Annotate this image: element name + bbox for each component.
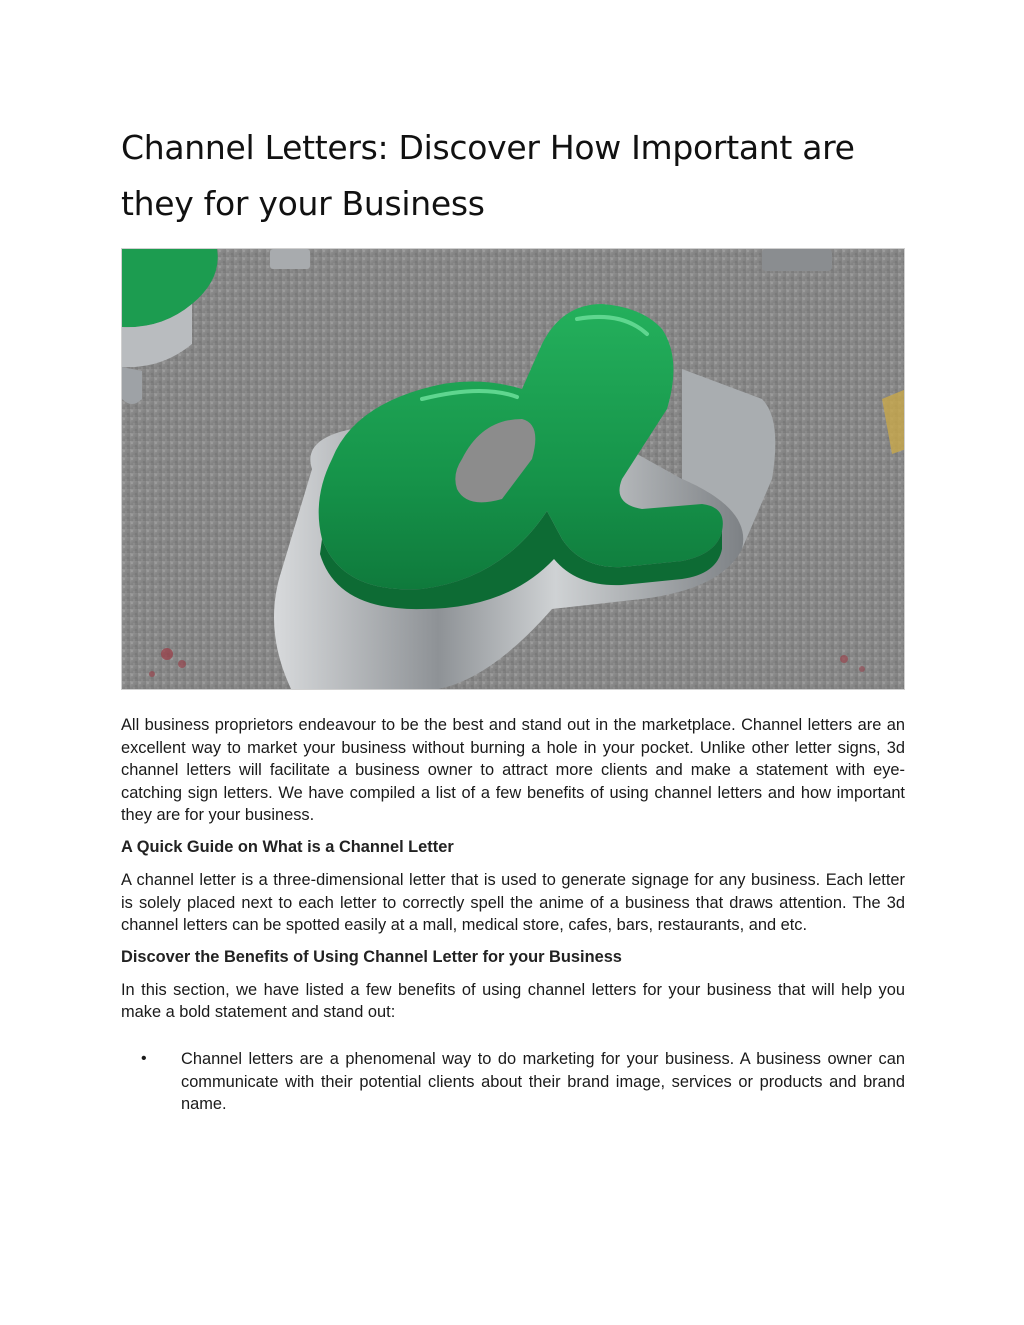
list-item <box>121 1048 905 1116</box>
article-body <box>121 714 905 1116</box>
page-title: Channel Letters: Discover How Important are they for your Business <box>121 128 855 223</box>
bullet-icon: • <box>141 1049 147 1067</box>
benefits-list <box>121 1048 905 1116</box>
section-paragraph-benefits: In this section, we have listed a few benefits of using channel letters for your business that will help you make a bold statement and stand out: <box>121 980 905 1022</box>
section-heading-benefits: Discover the Benefits of Using Channel Letter for your Business <box>121 947 622 966</box>
section-paragraph-what-is: A channel letter is a three-dimensional letter that is used to generate signage for any business. Each letter is solely placed next to each letter to correctly spell the anime of a business that draws attention. The 3d channel letters can be spotted easily at a mall, medical store, cafes, bars, restaurants, and etc. <box>121 870 905 935</box>
intro-paragraph: All business proprietors endeavour to be the best and stand out in the marketplace. Channel letters are an excellent way to market your business without burning a hole in your pocket. Unlike other letter signs, 3d channel letters will facilitate a business owner to attract more clients and make a statement with eye-catching sign letters. We have compiled a list of a few benefits of using channel letters and how important they are for your business. <box>121 716 905 825</box>
section-heading-what-is: A Quick Guide on What is a Channel Letter <box>121 837 454 856</box>
channel-letter-photo <box>121 248 905 690</box>
list-item-text: Channel letters are a phenomenal way to do marketing for your business. A business owner can communicate with their potential clients about their brand image, services or products and brand name. <box>181 1049 905 1114</box>
green-channel-letter-a-photo-icon <box>122 249 905 690</box>
